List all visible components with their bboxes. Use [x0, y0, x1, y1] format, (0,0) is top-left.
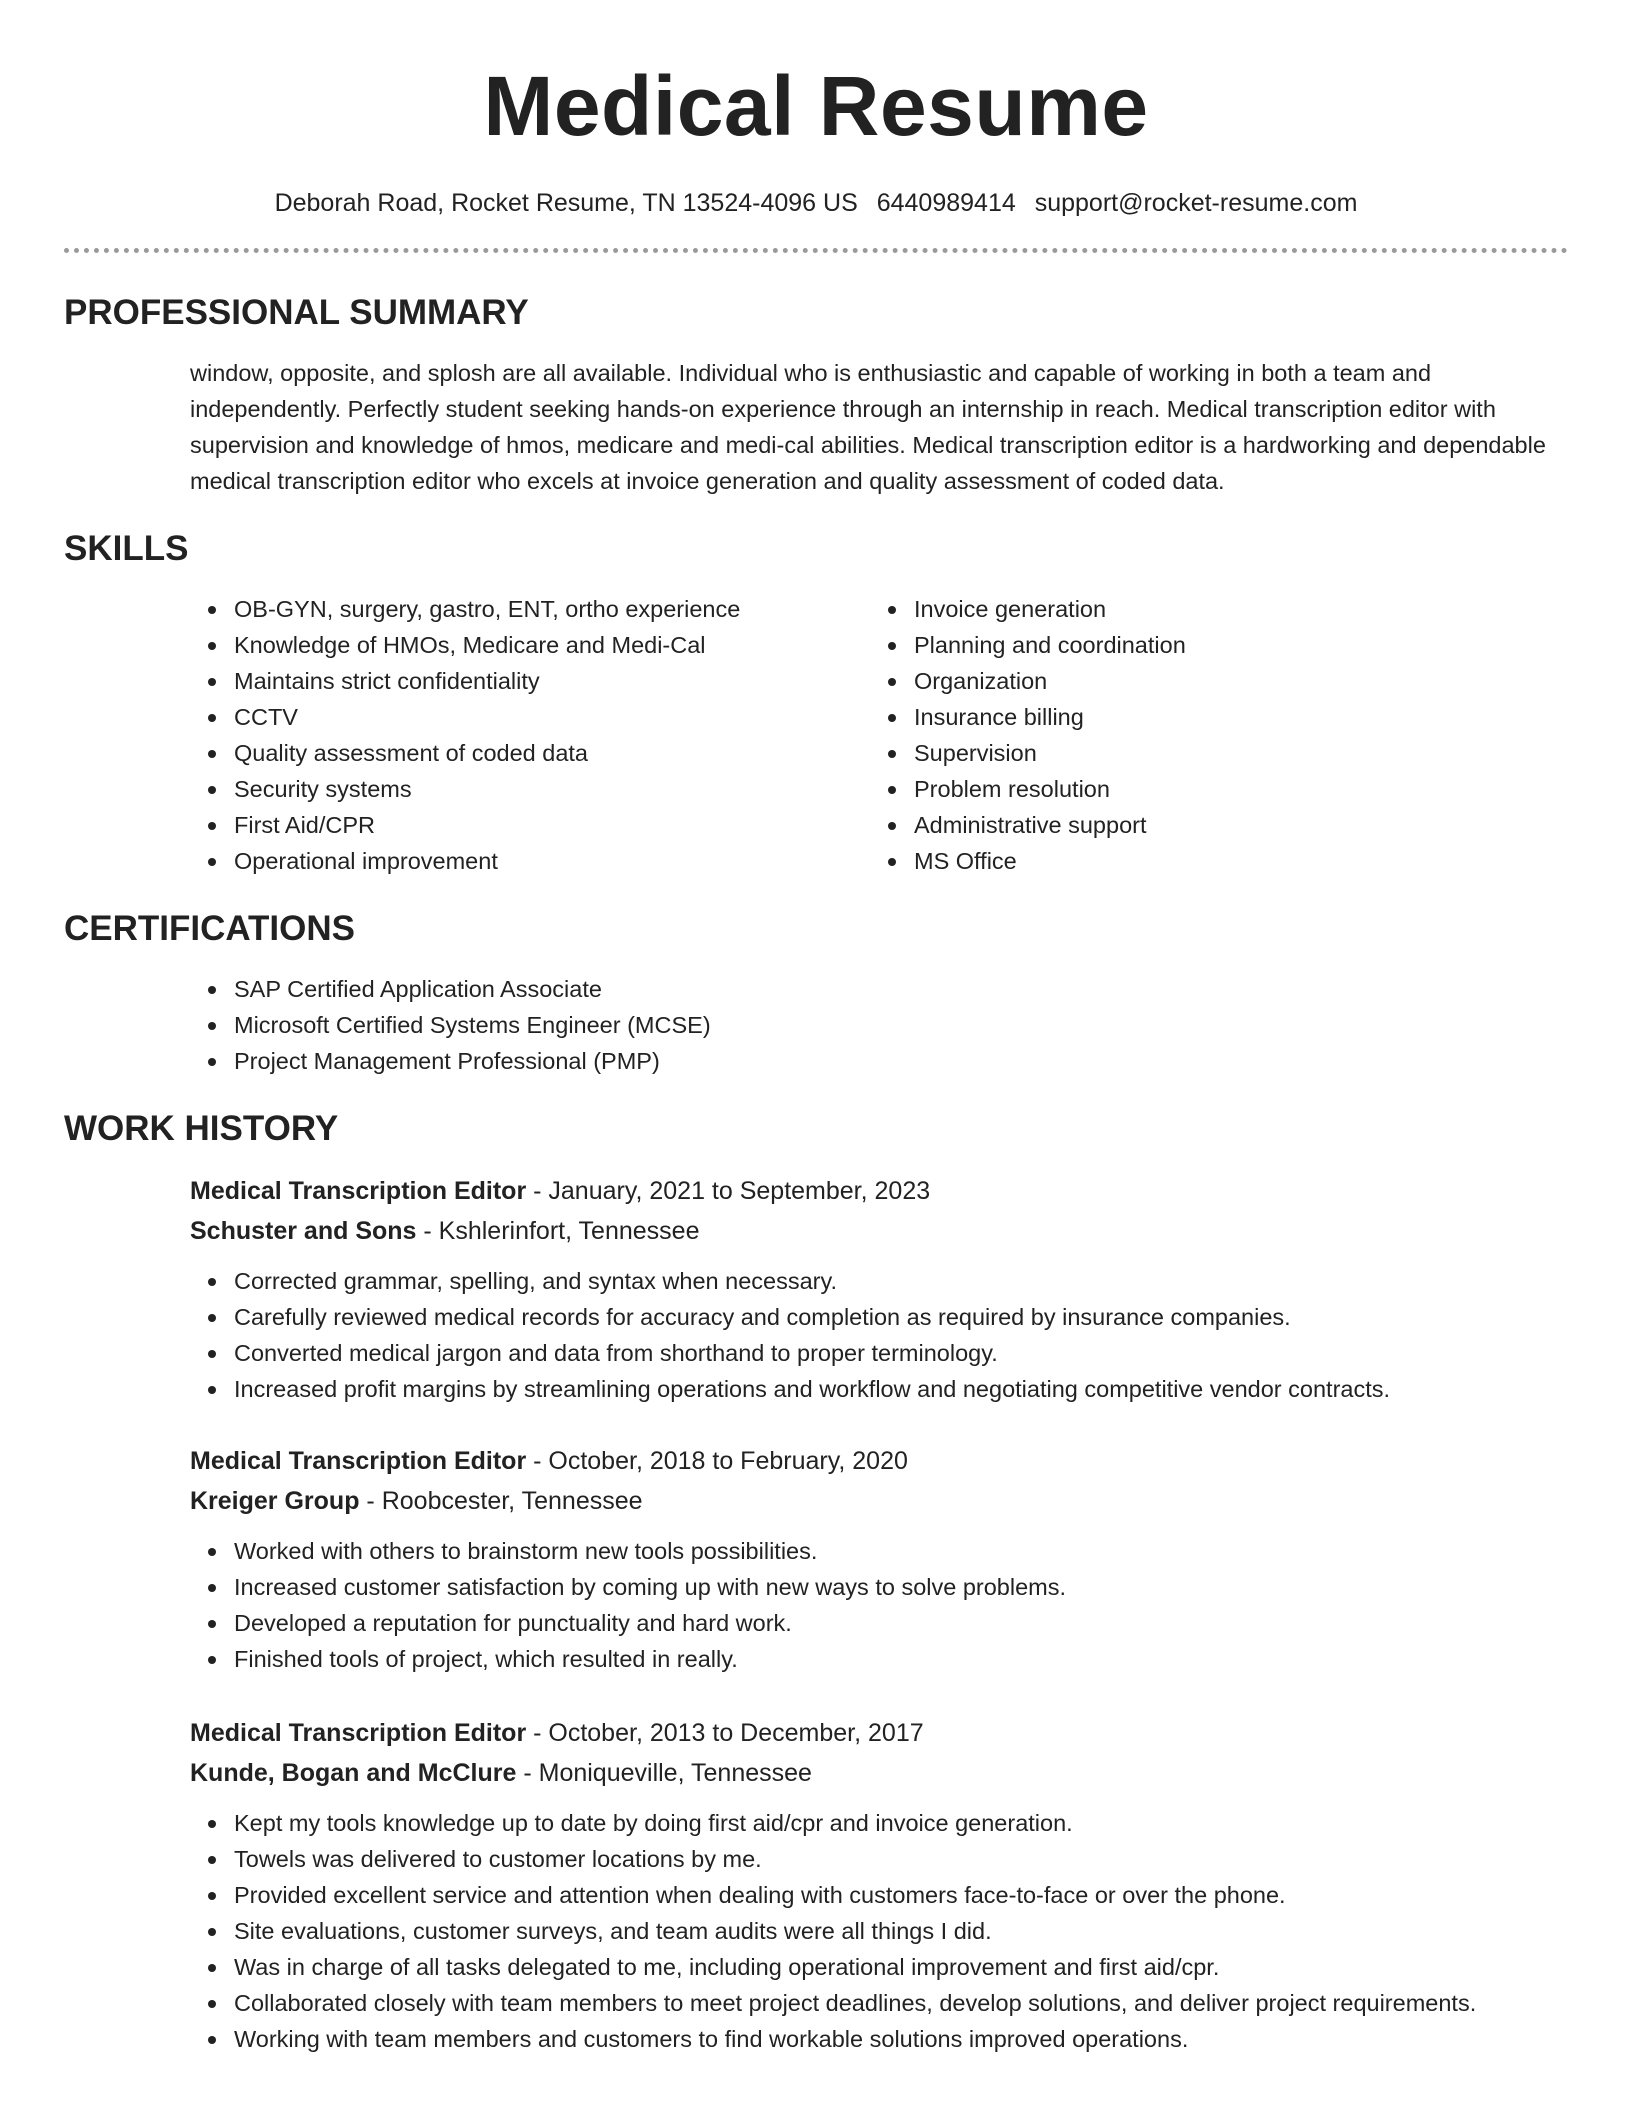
certifications-list	[190, 971, 1568, 1079]
certification-item: Project Management Professional (PMP)	[234, 1043, 1568, 1079]
header-divider	[64, 248, 1568, 253]
skill-item: Security systems	[234, 771, 870, 807]
job-company: Schuster and Sons	[190, 1217, 417, 1245]
job-bullet: Converted medical jargon and data from shorthand to proper terminology.	[234, 1335, 1568, 1371]
certification-item: SAP Certified Application Associate	[234, 971, 1568, 1007]
job-bullet: Worked with others to brainstorm new tools possibilities.	[234, 1533, 1568, 1569]
job-role: Medical Transcription Editor	[190, 1177, 527, 1205]
job-location: - Roobcester, Tennessee	[359, 1487, 643, 1515]
skills-column-left	[190, 591, 870, 879]
skill-item: Knowledge of HMOs, Medicare and Medi-Cal	[234, 627, 870, 663]
certifications-section	[64, 907, 1568, 1079]
job-bullet: Was in charge of all tasks delegated to me, including operational improvement and first aid/cpr.	[234, 1949, 1568, 1985]
skills-heading: SKILLS	[64, 529, 189, 568]
job-bullet: Finished tools of project, which resulted in really.	[234, 1641, 1568, 1677]
skill-item: CCTV	[234, 699, 870, 735]
contact-line	[64, 186, 1568, 220]
job-location: - Moniqueville, Tennessee	[516, 1759, 812, 1787]
summary-text: window, opposite, and splosh are all available. Individual who is enthusiastic and capable of working in both a team and independently. Perfectly student seeking hands-on experience through an internship in reach. Medical transcription editor with supervision and knowledge of hmos, medicare and medi-cal abilities. Medical transcription editor is a hardworking and dependable medical transcription editor who excels at invoice generation and quality assessment of coded data.	[190, 360, 1546, 494]
resume-header	[64, 0, 1568, 253]
job-bullet: Carefully reviewed medical records for accuracy and completion as required by insurance companies.	[234, 1299, 1568, 1335]
job-dates: - October, 2013 to December, 2017	[526, 1719, 924, 1747]
job-bullets	[190, 1533, 1568, 1677]
job-role: Medical Transcription Editor	[190, 1447, 527, 1475]
job-title-line	[190, 1713, 1568, 1753]
skill-item: Maintains strict confidentiality	[234, 663, 870, 699]
skills-section	[64, 527, 1568, 879]
skill-item: Invoice generation	[914, 591, 1550, 627]
skills-list-right	[870, 591, 1550, 879]
job-bullet: Working with team members and customers to find workable solutions improved operations.	[234, 2021, 1568, 2057]
summary-section	[64, 291, 1568, 499]
skill-item: Planning and coordination	[914, 627, 1550, 663]
job-bullet: Developed a reputation for punctuality and hard work.	[234, 1605, 1568, 1641]
job-bullet: Increased customer satisfaction by coming up with new ways to solve problems.	[234, 1569, 1568, 1605]
certifications-body	[64, 971, 1568, 1079]
job-company-line	[190, 1753, 1568, 1793]
work-history-body	[64, 1171, 1568, 2057]
job-bullet: Increased profit margins by streamlining operations and workflow and negotiating competitive vendor contracts.	[234, 1371, 1568, 1407]
skills-list-left	[190, 591, 870, 879]
job-bullet: Towels was delivered to customer locations by me.	[234, 1841, 1568, 1877]
skill-item: Quality assessment of coded data	[234, 735, 870, 771]
job-dates: - January, 2021 to September, 2023	[526, 1177, 931, 1205]
contact-phone: 6440989414	[876, 189, 1016, 217]
certifications-heading: CERTIFICATIONS	[64, 909, 356, 948]
work-history-section	[64, 1107, 1568, 2057]
skill-item: Operational improvement	[234, 843, 870, 879]
skill-item: Problem resolution	[914, 771, 1550, 807]
contact-email: support@rocket-resume.com	[1034, 189, 1358, 217]
job-company-line	[190, 1481, 1568, 1521]
job-bullet: Site evaluations, customer surveys, and team audits were all things I did.	[234, 1913, 1568, 1949]
job-company: Kreiger Group	[190, 1487, 360, 1515]
job-bullet: Collaborated closely with team members to meet project deadlines, develop solutions, and deliver project requirements.	[234, 1985, 1568, 2021]
skill-item: Administrative support	[914, 807, 1550, 843]
job-dates: - October, 2018 to February, 2020	[526, 1447, 908, 1475]
job-company: Kunde, Bogan and McClure	[190, 1759, 517, 1787]
job-bullet: Corrected grammar, spelling, and syntax when necessary.	[234, 1263, 1568, 1299]
job-entry	[190, 1713, 1568, 2057]
job-bullet: Kept my tools knowledge up to date by doing first aid/cpr and invoice generation.	[234, 1805, 1568, 1841]
job-title-line	[190, 1441, 1568, 1481]
contact-address: Deborah Road, Rocket Resume, TN 13524-4096 US	[274, 189, 858, 217]
skill-item: Insurance billing	[914, 699, 1550, 735]
skills-grid	[64, 591, 1568, 879]
summary-heading: PROFESSIONAL SUMMARY	[64, 293, 529, 332]
work-history-heading: WORK HISTORY	[64, 1109, 339, 1148]
job-entry	[190, 1441, 1568, 1677]
job-title-line	[190, 1171, 1568, 1211]
job-entry	[190, 1171, 1568, 1407]
skill-item: First Aid/CPR	[234, 807, 870, 843]
certification-item: Microsoft Certified Systems Engineer (MCSE)	[234, 1007, 1568, 1043]
job-bullet: Provided excellent service and attention when dealing with customers face-to-face or over the phone.	[234, 1877, 1568, 1913]
skill-item: OB-GYN, surgery, gastro, ENT, ortho experience	[234, 591, 870, 627]
skills-column-right	[870, 591, 1550, 879]
job-location: - Kshlerinfort, Tennessee	[416, 1217, 700, 1245]
skill-item: MS Office	[914, 843, 1550, 879]
skill-item: Supervision	[914, 735, 1550, 771]
resume-title: Medical Resume	[483, 59, 1149, 153]
summary-body	[64, 355, 1568, 499]
job-company-line	[190, 1211, 1568, 1251]
job-bullets	[190, 1263, 1568, 1407]
job-bullets	[190, 1805, 1568, 2057]
job-role: Medical Transcription Editor	[190, 1719, 527, 1747]
skill-item: Organization	[914, 663, 1550, 699]
